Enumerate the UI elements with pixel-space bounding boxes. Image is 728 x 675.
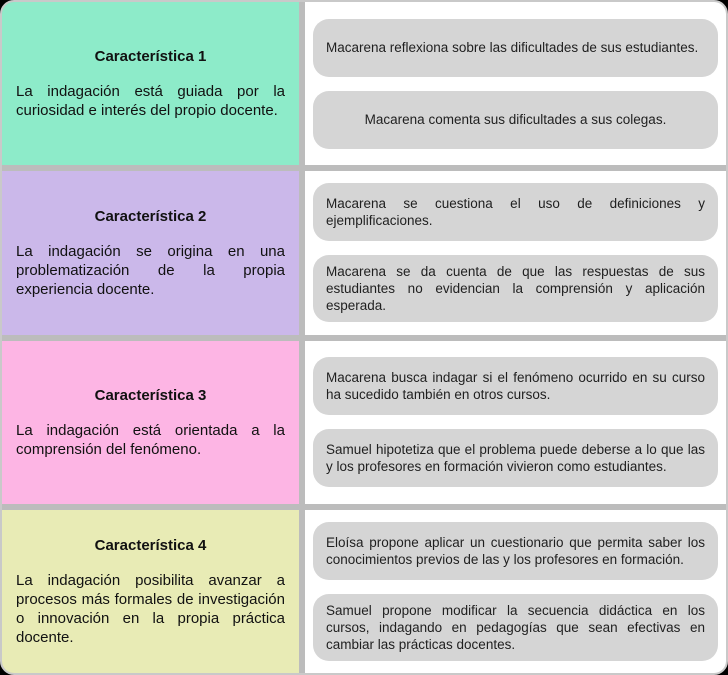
- example-box-2-1: Macarena se cuestiona el uso de definiciones y ejemplificaciones.: [313, 183, 718, 241]
- feature-cell-1: [2, 2, 299, 165]
- example-box-1-1: Macarena reflexiona sobre las dificultades de sus estudiantes.: [313, 19, 718, 77]
- examples-cell-4: [305, 510, 726, 673]
- feature-title-1: Característica 1: [94, 48, 207, 66]
- feature-description-4: La indagación posibilita avanzar a procesos más formales de investigación o innovación en la propia práctica docente.: [16, 571, 285, 646]
- examples-cell-3: [305, 341, 726, 504]
- examples-cell-2: [305, 171, 726, 334]
- examples-cell-1: [305, 2, 726, 165]
- feature-description-3: La indagación está orientada a la comprensión del fenómeno.: [16, 421, 285, 458]
- feature-cell-4: [2, 510, 299, 673]
- example-box-4-1: Eloísa propone aplicar un cuestionario que permita saber los conocimientos previos de las y los profesores en formación.: [313, 522, 718, 580]
- example-box-3-1: Macarena busca indagar si el fenómeno ocurrido en su curso ha sucedido también en otros cursos.: [313, 357, 718, 415]
- feature-description-1: La indagación está guiada por la curiosidad e interés del propio docente.: [16, 83, 285, 120]
- example-box-3-2: Samuel hipotetiza que el problema puede deberse a lo que las y los profesores en formación vivieron como estudiantes.: [313, 429, 718, 487]
- example-box-2-2: Macarena se da cuenta de que las respuestas de sus estudiantes no evidencian la comprensión y aplicación esperada.: [313, 255, 718, 322]
- feature-title-2: Característica 2: [94, 207, 207, 225]
- feature-title-4: Característica 4: [94, 536, 207, 554]
- feature-title-3: Característica 3: [94, 386, 207, 404]
- feature-cell-2: [2, 171, 299, 334]
- example-box-4-2: Samuel propone modificar la secuencia didáctica en los cursos, indagando en pedagogías que sean efectivas en cambiar las prácticas docentes.: [313, 594, 718, 661]
- feature-cell-3: [2, 341, 299, 504]
- example-box-1-2: Macarena comenta sus dificultades a sus colegas.: [313, 91, 718, 149]
- feature-description-2: La indagación se origina en una problematización de la propia experiencia docente.: [16, 242, 285, 298]
